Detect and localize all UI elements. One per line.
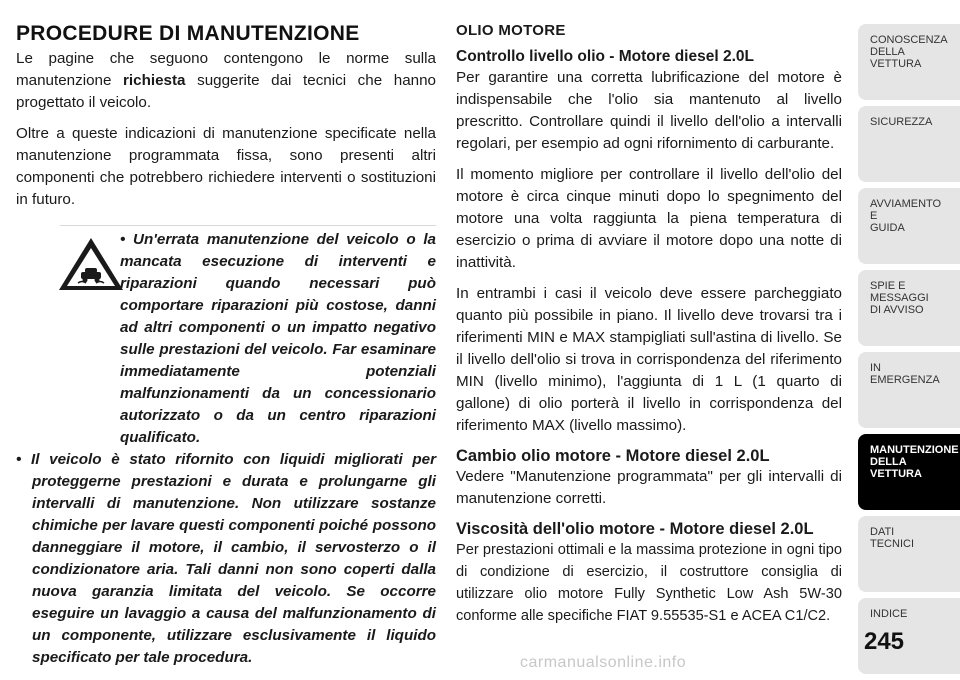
right-column — [456, 22, 842, 636]
warning-2-text: Il veicolo è stato rifornito con liquidi migliorati per proteggerne prestazioni e durata e prolungarne gli intervalli di manutenzione. Non utilizzare sostanze chimiche per lavare questi componenti poiché possono danneggiare il motore, il cambio, il servosterzo o il condizionatore aria. Tali danni non sono coperti dalla nuova garanzia limitata del veicolo. Se occorre eseguire un lavaggio a causa del malfunzionamento di un componente, utilizzare esclusivamente il liquido specificato per tale procedura. — [31, 451, 436, 666]
sidebar-tab-dati-tecnici[interactable] — [858, 516, 960, 592]
oil-change-heading: Cambio olio motore - Motore diesel 2.0L — [456, 447, 770, 465]
sidebar-tab-label: INDICE — [870, 608, 908, 620]
sidebar-tab-label: MESSAGGI — [870, 292, 929, 304]
sidebar-tab-label: SPIE E — [870, 280, 906, 292]
sidebar-tab-label: DELLA — [870, 456, 907, 468]
intro-text-b: suggerite dai tecnici che hanno progettato il veicolo. — [16, 72, 436, 111]
warning-divider — [60, 225, 436, 226]
sidebar-tab-label: CONOSCENZA — [870, 34, 948, 46]
warning-1-text: Un'errata manutenzione del veicolo o la mancata esecuzione di interventi e riparazioni quando necessari può comportare riparazioni più costose, danni ad altri componenti o un impatto negativo sulle prestazioni del veicolo. Far esaminare immediatamente potenziali malfunzionamenti da un concessionario autorizzato o da un centro riparazioni qualificato. — [120, 231, 436, 446]
sidebar-tab-label: DELLA — [870, 46, 905, 58]
section-heading: OLIO MOTORE — [456, 22, 566, 39]
page-title: PROCEDURE DI MANUTENZIONE — [16, 22, 360, 45]
warning-box — [16, 225, 436, 669]
sidebar-tab-spie-e-messaggi-di-avviso[interactable] — [858, 270, 960, 346]
warning-car-skid-icon — [56, 235, 126, 293]
bullet: • — [120, 231, 126, 248]
sidebar-tab-avviamento-e-guida[interactable] — [858, 188, 960, 264]
sidebar-tab-label: EMERGENZA — [870, 374, 940, 386]
sidebar-tab-label: DATI — [870, 526, 895, 538]
sidebar-tab-label: DI AVVISO — [870, 304, 924, 316]
oil-check-heading: Controllo livello olio - Motore diesel 2.0L — [456, 48, 754, 65]
page-number: 245 — [863, 628, 905, 655]
oil-viscosity-paragraph: Per prestazioni ottimali e la massima protezione in ogni tipo di condizione di esercizio, il costruttore consiglia di utilizzare olio motore Fully Synthetic Low Ash 5W-30 conforme alle specifiche FIAT 9.55535-S1 e ACEA C1/C2. — [456, 542, 842, 624]
sidebar-tab-label: VETTURA — [870, 468, 922, 480]
sidebar-tab-label: E — [870, 210, 878, 222]
sidebar-tab-label: GUIDA — [870, 222, 905, 234]
sidebar-tab-conoscenza-della-vettura[interactable] — [858, 24, 960, 100]
sidebar-tab-label: AVVIAMENTO — [870, 198, 942, 210]
sidebar-tab-manutenzione-della-vettura[interactable] — [858, 434, 960, 510]
sidebar-tab-in-emergenza[interactable] — [858, 352, 960, 428]
sidebar-tab-label: SICUREZZA — [870, 116, 933, 128]
maintenance-paragraph: Oltre a queste indicazioni di manutenzione specificate nella manutenzione programmata fissa, sono presenti altri componenti che potrebbero richiedere interventi o sostituzioni in futuro. — [16, 125, 436, 208]
left-column — [16, 22, 436, 669]
intro-text-a: Le pagine che seguono contengono le norme sulla manutenzione — [16, 50, 436, 89]
oil-check-paragraph-1: Per garantire una corretta lubrificazione del motore è indispensabile che l'olio sia mantenuto al livello prescritto. Controllare quindi il livello dell'olio a intervalli regolari, per esempio ad ogni rifornimento di carburante. — [456, 69, 842, 152]
sidebar-tab-label: IN — [870, 362, 881, 374]
warning-item-2 — [16, 449, 436, 669]
sidebar-tab-sicurezza[interactable] — [858, 106, 960, 182]
sidebar-tab-label: TECNICI — [870, 538, 914, 550]
intro-paragraph — [16, 48, 436, 114]
chapter-index-sidebar — [858, 24, 960, 680]
sidebar-tab-label: MANUTENZIONE — [870, 444, 959, 456]
oil-viscosity-heading: Viscosità dell'olio motore - Motore diesel 2.0L — [456, 520, 814, 538]
oil-check-paragraph-3: In entrambi i casi il veicolo deve essere parcheggiato quanto più possibile in piano. Il livello deve trovarsi tra i riferimenti MIN e MAX stampigliati sull'astina di livello. Se il livello dell'olio si trova in corrispondenza del riferimento MIN (livello minimo), l'aggiunta di 1 L (1 quarto di gallone) di olio porterà il livello in corrispondenza del riferimento MAX (livello massimo). — [456, 285, 842, 434]
oil-change-paragraph: Vedere "Manutenzione programmata" per gli intervalli di manutenzione corretti. — [456, 468, 842, 507]
intro-bold: richiesta — [123, 72, 186, 89]
sidebar-tab-label: VETTURA — [870, 58, 922, 70]
oil-check-paragraph-2: Il momento migliore per controllare il livello dell'olio del motore è circa cinque minuti dopo lo spegnimento del motore una volta raggiunta la piena temperatura di esercizio o prima di avviare il motore dopo una notte di inattività. — [456, 166, 842, 271]
bullet: • — [16, 451, 22, 468]
watermark: carmanualsonline.info — [520, 654, 687, 671]
